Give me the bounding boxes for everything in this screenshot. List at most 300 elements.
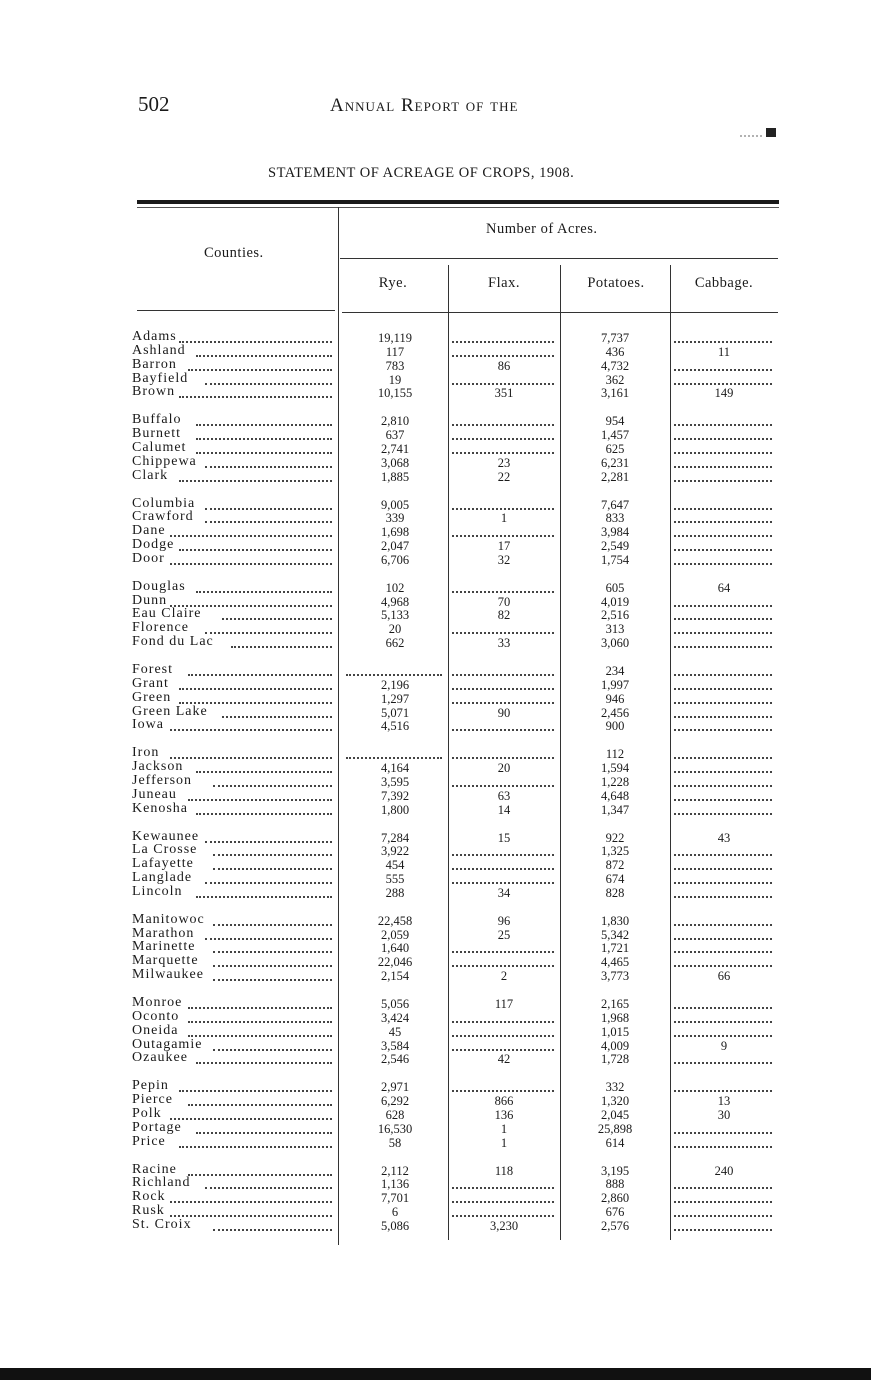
cell-potatoes: 1,968 [600,1010,630,1025]
cell-potatoes: 234 [605,664,625,678]
cell-rye: 1,297 [380,691,410,706]
cell-rye: 637 [385,428,405,443]
dot-leader [188,1104,332,1106]
top-rule-thin [137,207,779,208]
dot-leader [196,896,332,898]
cell-rye: 9,005 [380,497,410,512]
empty-cell-leader [674,757,772,759]
cell-potatoes: 922 [605,830,625,845]
dot-leader [213,951,332,953]
cell-rye: 7,284 [380,830,410,845]
cell-rye: 2,059 [380,927,410,942]
empty-cell-leader [674,965,772,967]
county-name: Chippewa [132,453,197,469]
empty-cell-leader [452,868,554,870]
cell-flax: 63 [497,788,511,803]
cell-potatoes: 1,754 [600,552,630,567]
cell-potatoes: 5,342 [600,927,630,942]
dot-leader [205,938,332,940]
county-name: Pierce [132,1092,173,1108]
cell-potatoes: 4,732 [600,358,630,373]
dot-leader [179,1146,332,1148]
cell-rye: 3,068 [380,455,410,470]
county-name: Door [132,550,165,566]
dot-leader [188,674,332,676]
empty-cell-leader [674,702,772,704]
empty-cell-leader [674,508,772,510]
county-name: Richland [132,1175,191,1191]
dot-leader [213,965,332,967]
cell-flax: 2 [500,969,508,984]
cell-potatoes: 362 [605,372,625,387]
county-name: Grant [132,675,169,691]
cell-rye: 5,071 [380,705,410,720]
running-head: Annual Report of the [330,95,519,116]
cell-potatoes: 1,728 [600,1052,630,1067]
column-divider [670,265,671,1240]
county-name: Marathon [132,925,195,941]
county-name: Florence [132,620,189,636]
cell-rye: 22,458 [377,913,413,928]
column-divider [338,207,339,1245]
dot-leader [222,618,332,620]
cell-flax: 70 [497,594,511,609]
dot-leader [170,563,332,565]
county-name: Crawford [132,509,194,525]
cell-rye: 4,164 [380,761,410,776]
county-name: Lafayette [132,856,194,872]
county-name: Juneau [132,786,177,802]
cell-rye: 16,530 [377,1121,413,1136]
empty-cell-leader [674,466,772,468]
cell-rye: 454 [385,858,405,873]
empty-cell-leader [674,535,772,537]
cell-flax: 42 [497,1052,511,1067]
empty-cell-leader [452,882,554,884]
dot-leader [205,841,332,843]
cell-flax: 1 [500,511,508,526]
county-name: Rock [132,1189,166,1205]
dot-leader [205,521,332,523]
cell-rye: 6 [391,1205,399,1220]
dot-leader [179,688,332,690]
county-name: Bayfield [132,370,189,386]
cell-rye: 45 [388,1024,402,1039]
empty-cell-leader [674,1201,772,1203]
dot-leader [170,757,332,759]
cell-potatoes: 1,325 [600,844,630,859]
cell-flax: 23 [497,455,511,470]
cell-rye: 58 [388,1135,402,1150]
county-name: Manitowoc [132,911,205,927]
empty-cell-leader [452,632,554,634]
cell-flax: 136 [494,1107,514,1122]
dot-leader [188,1007,332,1009]
cell-rye: 6,706 [380,552,410,567]
cell-rye: 2,971 [380,1080,410,1095]
cell-rye: 2,546 [380,1052,410,1067]
empty-cell-leader [674,452,772,454]
scan-border [0,1368,871,1380]
empty-cell-leader [452,785,554,787]
empty-cell-leader [674,896,772,898]
county-name: Dodge [132,537,175,553]
cell-potatoes: 614 [605,1135,625,1150]
empty-cell-leader [452,1021,554,1023]
dot-leader [213,924,332,926]
dot-leader [196,771,332,773]
dot-leader [170,1118,332,1120]
cell-potatoes: 1,457 [600,428,630,443]
empty-cell-leader [452,1035,554,1037]
header-rule [340,258,778,259]
empty-cell-leader [452,1049,554,1051]
dot-leader [205,632,332,634]
empty-cell-leader [674,1215,772,1217]
cell-potatoes: 833 [605,511,625,526]
table-title: STATEMENT OF ACREAGE OF CROPS, 1908. [268,165,575,181]
dot-leader [222,716,332,718]
cell-rye: 1,640 [380,941,410,956]
empty-cell-leader [674,1035,772,1037]
dot-leader [179,480,332,482]
dot-leader [170,1215,332,1217]
cell-flax: 25 [497,927,511,942]
cell-potatoes: 2,456 [600,705,630,720]
cell-potatoes: 3,984 [600,525,630,540]
cell-flax: 82 [497,608,511,623]
empty-cell-leader [452,383,554,385]
empty-cell-leader [346,674,442,676]
dot-leader [179,341,332,343]
cell-rye: 4,968 [380,594,410,609]
cell-rye: 5,086 [380,1218,410,1233]
cell-cabbage: 66 [717,969,731,984]
dot-leader [188,369,332,371]
cell-flax: 15 [497,830,511,845]
cell-cabbage: 240 [714,1163,734,1178]
county-name: Adams [132,329,177,344]
dot-leader [188,1174,332,1176]
empty-cell-leader [674,813,772,815]
cell-potatoes: 436 [605,344,625,359]
cell-potatoes: 2,281 [600,469,630,484]
cell-potatoes: 3,773 [600,969,630,984]
empty-cell-leader [452,535,554,537]
cell-rye: 628 [385,1107,405,1122]
dot-leader [170,729,332,731]
empty-cell-leader [674,341,772,343]
cell-cabbage: 13 [717,1094,731,1109]
cell-rye: 102 [385,580,405,595]
county-name: Portage [132,1119,182,1135]
dot-leader [205,1187,332,1189]
county-name: Barron [132,356,177,372]
cell-flax: 22 [497,469,511,484]
cell-rye: 117 [385,344,405,359]
cell-rye: 662 [385,636,405,651]
empty-cell-leader [674,799,772,801]
cell-potatoes: 676 [605,1205,625,1220]
empty-cell-leader [674,549,772,551]
county-name: Calumet [132,439,187,455]
dot-leader [179,396,332,398]
dot-leader [231,646,332,648]
dot-leader [213,868,332,870]
cell-potatoes: 1,594 [600,761,630,776]
cell-rye: 7,701 [380,1191,410,1206]
empty-cell-leader [452,965,554,967]
cell-flax: 33 [497,636,511,651]
cell-potatoes: 313 [605,622,625,637]
empty-cell-leader [674,383,772,385]
empty-cell-leader [452,854,554,856]
cell-rye: 7,392 [380,788,410,803]
dot-leader [196,813,332,815]
empty-cell-leader [452,1201,554,1203]
cell-rye: 1,800 [380,802,410,817]
county-name: Brown [132,384,176,400]
empty-cell-leader [674,1062,772,1064]
empty-cell-leader [674,1187,772,1189]
county-name: Outagamie [132,1036,203,1052]
cell-rye: 2,196 [380,677,410,692]
county-name: Kewaunee [132,828,200,844]
empty-cell-leader [674,882,772,884]
cell-potatoes: 946 [605,691,625,706]
empty-cell-leader [452,757,554,759]
empty-cell-leader [452,1090,554,1092]
cell-flax: 351 [494,386,514,401]
cell-flax: 32 [497,552,511,567]
cell-rye: 1,136 [380,1177,410,1192]
empty-cell-leader [452,424,554,426]
cell-potatoes: 828 [605,885,625,900]
dot-leader [188,1035,332,1037]
county-name: Clark [132,467,169,483]
county-name: Marquette [132,953,199,969]
county-name: Iron [132,745,160,761]
cell-rye: 2,047 [380,539,410,554]
dot-leader [213,854,332,856]
empty-cell-leader [674,424,772,426]
cell-cabbage: 9 [720,1038,728,1053]
county-name: Oneida [132,1022,179,1038]
cell-potatoes: 112 [605,747,625,762]
empty-cell-leader [674,618,772,620]
cell-flax: 3,230 [489,1218,519,1233]
cell-rye: 22,046 [377,955,413,970]
printer-mark-icon [740,126,782,140]
dot-leader [196,355,332,357]
county-name: Forest [132,662,173,677]
page-number: 502 [138,92,170,116]
dot-leader [196,424,332,426]
county-name: Douglas [132,578,186,594]
cell-flax: 17 [497,539,511,554]
dot-leader [188,799,332,801]
cell-rye: 3,584 [380,1038,410,1053]
county-name: Milwaukee [132,967,204,983]
dot-leader [196,1062,332,1064]
dot-leader [188,1021,332,1023]
county-name: Jackson [132,759,184,775]
empty-cell-leader [674,951,772,953]
empty-cell-leader [674,1229,772,1231]
dot-leader [205,383,332,385]
empty-cell-leader [674,1090,772,1092]
empty-cell-leader [674,785,772,787]
cell-rye: 2,112 [381,1163,409,1178]
cell-rye: 2,810 [380,414,410,429]
cell-rye: 5,133 [380,608,410,623]
cell-potatoes: 1,228 [600,774,630,789]
empty-cell-leader [674,1007,772,1009]
dot-leader [196,452,332,454]
cell-rye: 3,424 [380,1010,410,1025]
dot-leader [205,508,332,510]
dot-leader [213,1049,332,1051]
empty-cell-leader [452,674,554,676]
column-header: Cabbage. [694,275,754,291]
cell-rye: 339 [385,511,405,526]
cell-potatoes: 3,060 [600,636,630,651]
county-name: Ozaukee [132,1050,188,1066]
dot-leader [170,1201,332,1203]
cell-flax: 1 [500,1121,508,1136]
cell-potatoes: 4,009 [600,1038,630,1053]
cell-potatoes: 954 [605,414,625,429]
empty-cell-leader [452,438,554,440]
dot-leader [179,549,332,551]
cell-flax: 86 [497,358,511,373]
empty-cell-leader [346,757,442,759]
county-name: Kenosha [132,800,188,816]
dot-leader [213,1229,332,1231]
county-name: Iowa [132,717,164,733]
cell-flax: 14 [497,802,511,817]
dot-leader [213,785,332,787]
dot-leader [196,591,332,593]
cell-cabbage: 149 [714,386,734,401]
dot-leader [205,466,332,468]
column-header: Potatoes. [587,275,645,291]
cell-rye: 19,119 [378,331,412,345]
cell-rye: 288 [385,885,405,900]
empty-cell-leader [674,480,772,482]
empty-cell-leader [674,729,772,731]
county-name: Dunn [132,592,168,608]
cell-rye: 2,741 [380,441,410,456]
cell-rye: 783 [385,358,405,373]
empty-cell-leader [452,508,554,510]
cell-rye: 3,595 [380,774,410,789]
empty-cell-leader [674,605,772,607]
county-name: Dane [132,523,166,539]
header-rule [342,312,778,313]
header-rule [137,310,335,311]
cell-flax: 118 [494,1163,514,1178]
cell-cabbage: 11 [717,344,731,359]
empty-cell-leader [674,369,772,371]
cell-rye: 1,698 [380,525,410,540]
cell-potatoes: 888 [605,1177,625,1192]
cell-potatoes: 1,997 [600,677,630,692]
cell-potatoes: 2,576 [600,1218,630,1233]
cell-potatoes: 872 [605,858,625,873]
cell-flax: 1 [500,1135,508,1150]
dot-leader [170,535,332,537]
top-rule-thick [137,200,779,204]
cell-potatoes: 1,830 [600,913,630,928]
cell-cabbage: 30 [717,1107,731,1122]
cell-rye: 5,056 [380,997,410,1011]
empty-cell-leader [452,452,554,454]
county-name: Oconto [132,1008,180,1024]
cell-potatoes: 7,647 [600,497,630,512]
cell-rye: 19 [388,372,402,387]
cell-flax: 117 [494,997,514,1011]
cell-potatoes: 1,721 [600,941,630,956]
cell-potatoes: 4,019 [600,594,630,609]
empty-cell-leader [674,716,772,718]
cell-cabbage: 43 [717,830,731,845]
empty-cell-leader [452,341,554,343]
empty-cell-leader [674,924,772,926]
cell-cabbage: 64 [717,580,731,595]
empty-cell-leader [674,521,772,523]
empty-cell-leader [674,674,772,676]
county-name: Racine [132,1161,177,1177]
county-name: Fond du Lac [132,634,214,650]
cell-potatoes: 2,045 [600,1107,630,1122]
empty-cell-leader [674,688,772,690]
county-name: Lincoln [132,883,183,899]
county-name: Jefferson [132,772,193,788]
dot-leader [196,1132,332,1134]
column-divider [560,265,561,1240]
empty-cell-leader [452,729,554,731]
cell-rye: 555 [385,872,405,887]
county-name: Green Lake [132,703,208,719]
cell-potatoes: 2,516 [600,608,630,623]
cell-flax: 20 [497,761,511,776]
cell-potatoes: 1,320 [600,1094,630,1109]
column-header: Flax. [488,275,520,291]
empty-cell-leader [452,355,554,357]
cell-flax: 34 [497,885,511,900]
county-name: Pepin [132,1078,169,1094]
cell-rye: 3,922 [380,844,410,859]
empty-cell-leader [674,938,772,940]
dot-leader [213,979,332,981]
empty-cell-leader [452,1215,554,1217]
cell-potatoes: 7,737 [600,331,630,345]
cell-potatoes: 2,549 [600,539,630,554]
empty-cell-leader [674,438,772,440]
cell-rye: 6,292 [380,1094,410,1109]
county-name: Columbia [132,495,196,511]
cell-potatoes: 2,860 [600,1191,630,1206]
number-of-acres-header: Number of Acres. [486,221,598,237]
empty-cell-leader [452,951,554,953]
empty-cell-leader [674,1146,772,1148]
empty-cell-leader [452,702,554,704]
county-name: Buffalo [132,412,182,428]
column-divider [448,265,449,1240]
county-name: Marinette [132,939,196,955]
empty-cell-leader [674,563,772,565]
